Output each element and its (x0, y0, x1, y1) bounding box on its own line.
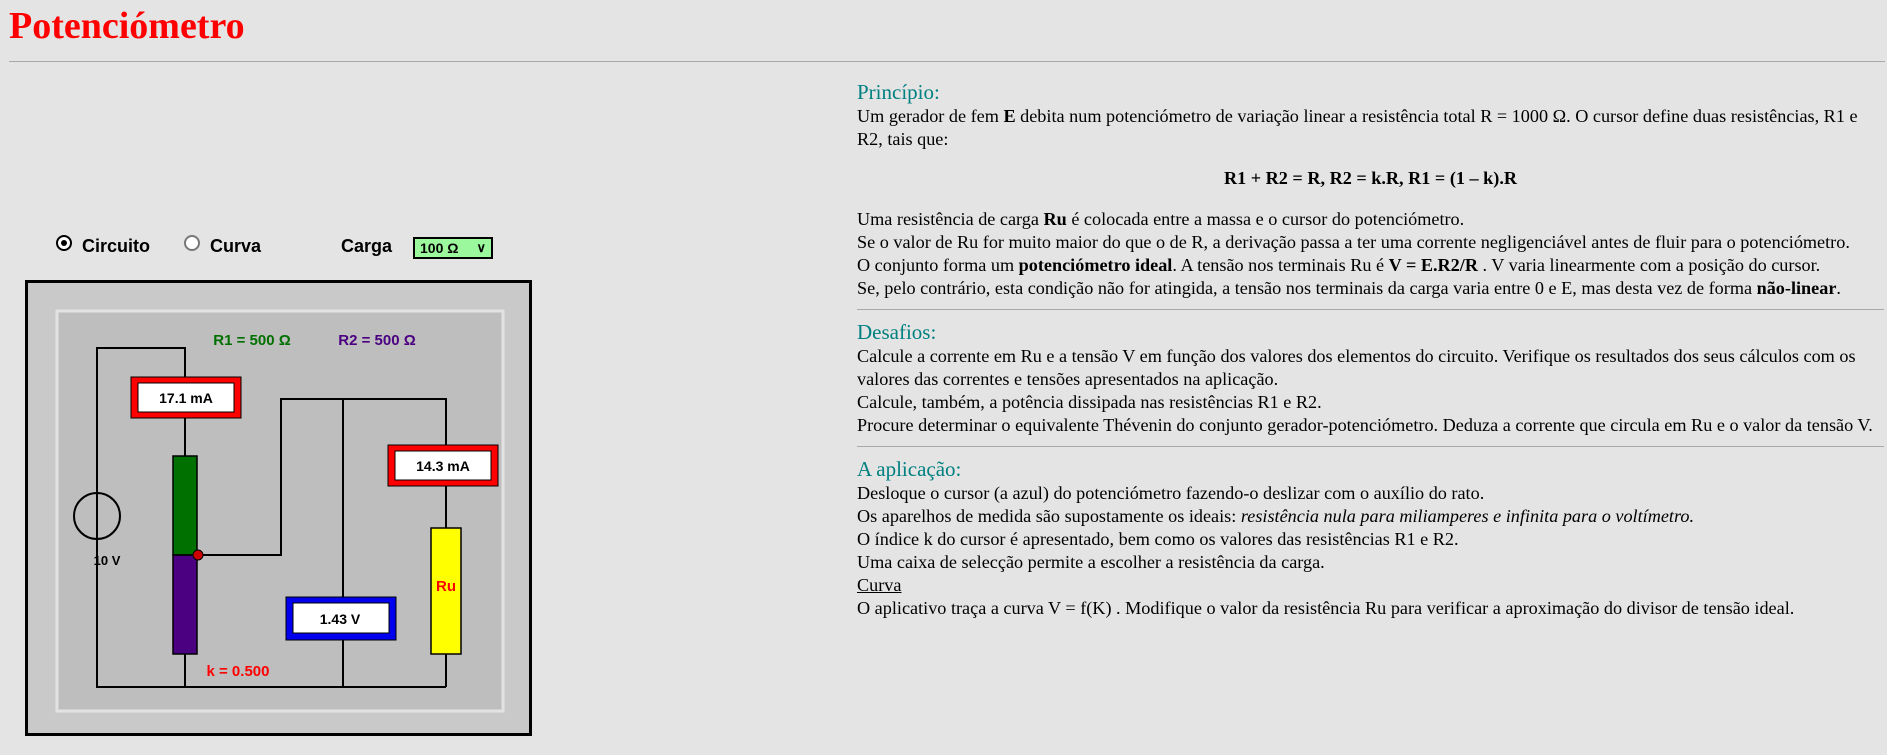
load-label: Ru (436, 578, 456, 595)
principle-heading: Princípio: (857, 80, 940, 104)
principle-p3: Se o valor de Ru for muito maior do que o de R, a derivação passa a ter uma corrente negligenciável antes de fluir para o potenciómetro. (857, 232, 1850, 252)
application-p4: Uma caixa de selecção permite a escolher a resistência da carga. (857, 552, 1325, 572)
voltmeter-reading: 1.43 V (319, 611, 361, 627)
chevron-down-icon: ∨ (476, 240, 486, 255)
load-select-value: 100 Ω (420, 240, 459, 256)
description (857, 79, 1884, 620)
title-divider (9, 61, 1885, 62)
application-p2: Os aparelhos de medida são supostamente os ideais: resistência nula para miliamperes e infinita para o voltímetro. (857, 506, 1695, 526)
application-p3: O índice k do cursor é apresentado, bem como os valores das resistências R1 e R2. (857, 529, 1459, 549)
principle-p4: O conjunto forma um potenciómetro ideal. A tensão nos terminais Ru é V = E.R2/R . V varia linearmente com a posição do cursor. (857, 255, 1821, 275)
resistor-r1 (173, 456, 197, 555)
challenges-p2: Calcule, também, a potência dissipada nas resistências R1 e R2. (857, 392, 1322, 412)
ammeter-2-reading: 14.3 mA (416, 458, 470, 474)
load-label: Carga (341, 236, 393, 256)
radio-curve-label[interactable]: Curva (210, 236, 262, 256)
circuit-diagram[interactable] (28, 283, 529, 733)
principle-p1: Um gerador de fem E debita num potenciómetro de variação linear a resistência total R = 1000 Ω. O cursor define duas resistências, R1 e R2, tais que: (857, 106, 1858, 149)
circuit-panel[interactable] (25, 280, 532, 736)
page-title: Potenciómetro (9, 5, 245, 47)
application-p5: O aplicativo traça a curva V = f(K) . Modifique o valor da resistência Ru para verificar a aproximação do divisor de tensão ideal. (857, 598, 1795, 618)
principle-formula: R1 + R2 = R, R2 = k.R, R1 = (1 – k).R (1223, 168, 1518, 188)
principle-p2: Uma resistência de carga Ru é colocada entre a massa e o cursor do potenciómetro. (857, 209, 1465, 229)
challenges-p3: Procure determinar o equivalente Thévenin do conjunto gerador-potenciómetro. Deduza a corrente que circula em Ru e o valor da tensão V. (857, 415, 1873, 435)
application-heading: A aplicação: (857, 457, 962, 481)
r1-value-label: R1 = 500 Ω (213, 332, 291, 349)
source-label: 10 V (93, 553, 121, 568)
r2-value-label: R2 = 500 Ω (338, 332, 416, 349)
application-curve-heading: Curva (857, 575, 902, 595)
principle-p5: Se, pelo contrário, esta condição não for atingida, a tensão nos terminais da carga varia entre 0 e E, mas desta vez de forma não-linear. (857, 278, 1841, 298)
application-p1: Desloque o cursor (a azul) do potenciómetro fazendo-o deslizar com o auxílio do rato. (857, 483, 1485, 503)
radio-circuit-label[interactable]: Circuito (82, 236, 151, 256)
challenges-p1: Calcule a corrente em Ru e a tensão V em função dos valores dos elementos do circuito. Verifique os resultados dos seus cálculos com os valores das correntes e tensões apresentados na aplicação. (857, 346, 1856, 389)
resistor-r2 (173, 555, 197, 654)
ammeter-1-reading: 17.1 mA (159, 390, 213, 406)
potentiometer-cursor[interactable] (193, 550, 203, 560)
section-divider (857, 309, 1884, 310)
challenges-heading: Desafios: (857, 320, 937, 344)
k-value-label: k = 0.500 (206, 663, 270, 680)
section-divider (857, 446, 1884, 447)
radio-curve-button[interactable] (184, 235, 200, 251)
load-select[interactable] (413, 237, 493, 259)
radio-circuit-button[interactable] (56, 235, 72, 251)
